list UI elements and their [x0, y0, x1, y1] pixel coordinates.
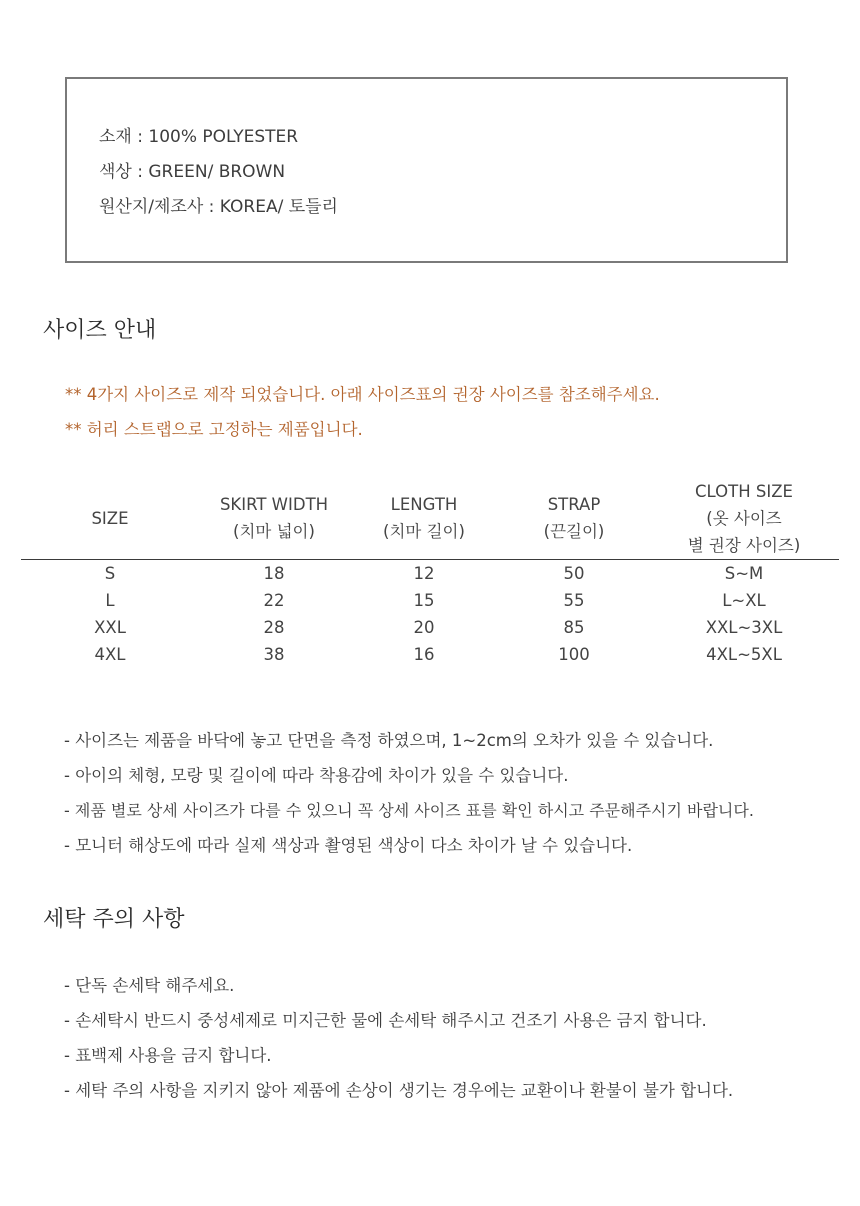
material-text: 소재 : 100% POLYESTER — [99, 127, 299, 147]
table-cell: 20 — [413, 618, 435, 637]
table-header-line: STRAP — [547, 495, 601, 514]
size-note: ** 허리 스트랩으로 고정하는 제품입니다. — [65, 420, 363, 439]
table-cell: XXL~3XL — [705, 618, 783, 637]
care-bullet: - 단독 손세탁 해주세요. — [64, 976, 235, 995]
table-cell: L — [105, 591, 115, 610]
table-header-length — [349, 478, 499, 558]
size-guide-bullet: - 아이의 체형, 모랑 및 길이에 따라 착용감에 차이가 있을 수 있습니다. — [64, 766, 569, 785]
table-cell: 4XL~5XL — [706, 645, 782, 664]
size-guide-bullet: - 사이즈는 제품을 바닥에 놓고 단면을 측정 하였으며, 1~2cm의 오차가 있을 수 있습니다. — [64, 731, 714, 750]
table-cell: 4XL — [94, 645, 126, 664]
table-row — [21, 560, 839, 587]
table-cell: S~M — [724, 564, 764, 583]
table-cell: L~XL — [722, 591, 766, 610]
table-cell: 28 — [263, 618, 285, 637]
table-cell: 18 — [263, 564, 285, 583]
table-cell: S — [104, 564, 116, 583]
table-row — [21, 614, 839, 641]
table-header-size — [21, 478, 199, 558]
table-header-line: SKIRT WIDTH — [219, 495, 329, 514]
size-guide-title: 사이즈 안내 — [43, 318, 157, 343]
table-header-line: (치마 길이) — [383, 522, 465, 541]
table-cell: 16 — [413, 645, 435, 664]
table-cell: 12 — [413, 564, 435, 583]
table-header-strap — [499, 478, 649, 558]
table-header-line: LENGTH — [390, 495, 458, 514]
table-header-cloth-size — [649, 478, 839, 558]
care-title: 세탁 주의 사항 — [43, 907, 185, 932]
table-cell: 38 — [263, 645, 285, 664]
table-header-line: (치마 넓이) — [233, 522, 315, 541]
size-guide-bullet: - 제품 별로 상세 사이즈가 다를 수 있으니 꼭 상세 사이즈 표를 확인 하시고 주문해주시기 바랍니다. — [64, 801, 754, 820]
table-cell: 15 — [413, 591, 435, 610]
care-bullet: - 표백제 사용을 금지 합니다. — [64, 1046, 272, 1065]
table-header-line: (끈길이) — [543, 522, 605, 541]
table-cell: 22 — [263, 591, 285, 610]
table-cell: 85 — [563, 618, 585, 637]
color-text: 색상 : GREEN/ BROWN — [99, 162, 286, 182]
origin-text: 원산지/제조사 : KOREA/ 토들리 — [99, 197, 338, 217]
table-header-line: 별 권장 사이즈) — [687, 535, 801, 555]
table-header-skirt-width — [199, 478, 349, 558]
product-info-box — [65, 77, 788, 263]
care-bullet: - 손세탁시 반드시 중성세제로 미지근한 물에 손세탁 해주시고 건조기 사용은 금지 합니다. — [64, 1011, 707, 1030]
size-note: ** 4가지 사이즈로 제작 되었습니다. 아래 사이즈표의 권장 사이즈를 참조해주세요. — [65, 385, 660, 404]
table-cell: 55 — [563, 591, 585, 610]
table-header-line: SIZE — [91, 508, 129, 528]
care-bullet: - 세탁 주의 사항을 지키지 않아 제품에 손상이 생기는 경우에는 교환이나 환불이 불가 합니다. — [64, 1081, 734, 1100]
table-header-line: CLOTH SIZE — [695, 481, 793, 501]
table-cell: 50 — [563, 564, 585, 583]
table-header-line: (옷 사이즈 — [706, 508, 782, 528]
table-row — [21, 641, 839, 668]
size-guide-bullet: - 모니터 해상도에 따라 실제 색상과 촬영된 색상이 다소 차이가 날 수 있습니다. — [64, 836, 633, 855]
table-cell: XXL — [94, 618, 126, 637]
table-row — [21, 587, 839, 614]
table-cell: 100 — [558, 645, 590, 664]
